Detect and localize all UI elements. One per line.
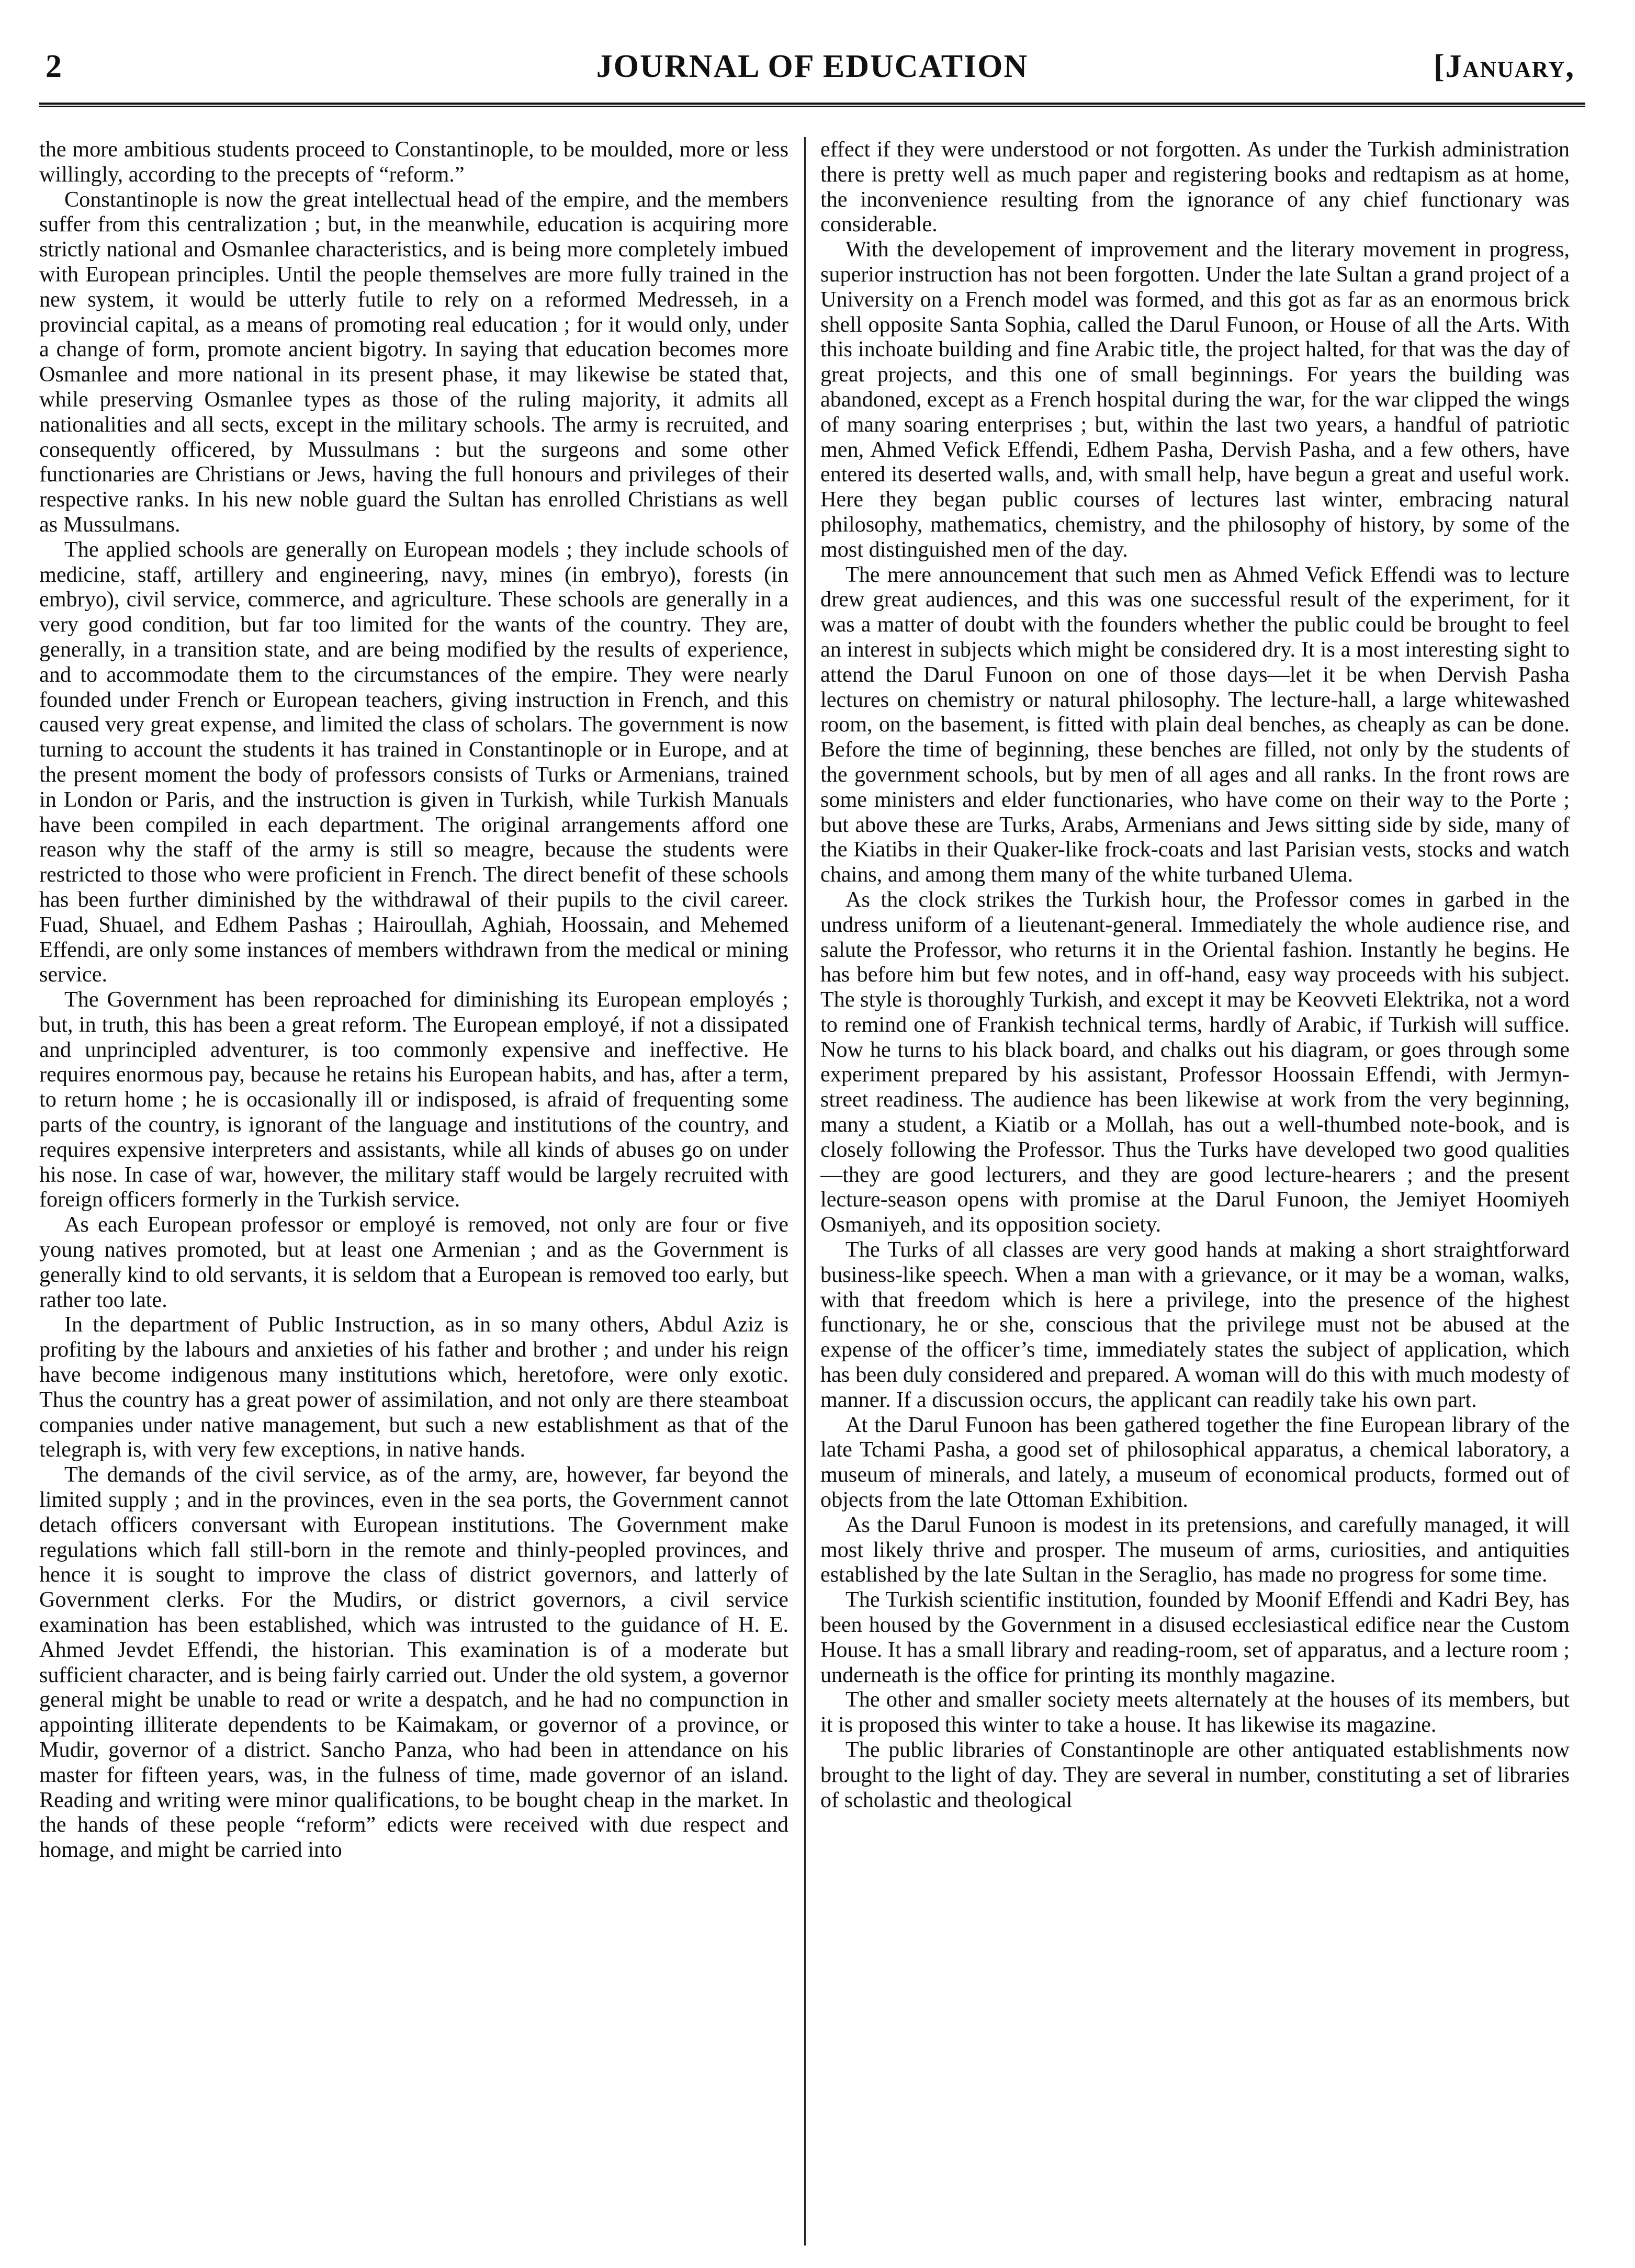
paragraph: At the Darul Funoon has been gathered together the fine European library of the late Tchami Pasha, a good set of philosophical apparatus, a chemical laboratory, a museum of minerals, and lately, a museum of economical products, formed out of objects from the late Ottoman Exhibition. (820, 1412, 1570, 1513)
paragraph: The other and smaller society meets alternately at the houses of its members, but it is proposed this winter to take a house. It has likewise its magazine. (820, 1687, 1570, 1737)
paragraph: Constantinople is now the great intellectual head of the empire, and the members suffer from this centralization ; but, in the meanwhile, education is acquiring more strictly national and Osmanlee characteristics, and is being more completely imbued with European principles. Until the people themselves are more fully trained in the new system, it would be utterly futile to rely on a reformed Medresseh, in a provincial capital, as a means of promoting real education ; for it would only, under a change of form, promote ancient bigotry. In saying that education becomes more Osmanlee and more national in its present phase, it may likewise be stated that, while preserving Osmanlee types as those of the ruling majority, it admits all nationalities and all sects, except in the military schools. The army is recruited, and consequently officered, by Mussulmans : but the surgeons and some other functionaries are Christians or Jews, having the full honours and privileges of their respective ranks. In his new noble guard the Sultan has enrolled Christians as well as Mussulmans. (39, 187, 788, 537)
running-head (39, 48, 1585, 90)
page-number: 2 (46, 49, 62, 84)
paragraph: As each European professor or employé is removed, not only are four or five young natives promoted, but at least one Armenian ; and as the Government is generally kind to old servants, it is seldom that a European is removed too early, but rather too late. (39, 1212, 788, 1312)
paragraph: the more ambitious students proceed to Constantinople, to be moulded, more or less willingly, according to the precepts of “reform.” (39, 137, 788, 187)
paragraph: The Government has been reproached for diminishing its European employés ; but, in truth, this has been a great reform. The European employé, if not a dissipated and unprincipled adventurer, is too commonly expensive and ineffective. He requires enormous pay, because he retains his European habits, and has, after a term, to return home ; he is occasionally ill or indisposed, is afraid of frequenting some parts of the country, is ignorant of the language and institutions of the country, and requires expensive interpreters and assistants, while all kinds of abuses go on under his nose. In case of war, however, the military staff would be largely recruited with foreign officers formerly in the Turkish service. (39, 987, 788, 1212)
right-column (820, 137, 1570, 2246)
paragraph: The Turks of all classes are very good hands at making a short straightforward business-like speech. When a man with a grievance, or it may be a woman, walks, with that freedom which is here a privilege, into the presence of the highest functionary, he or she, conscious that the privilege must not be abused at the expense of the officer’s time, immediately states the subject of application, which has been duly considered and prepared. A woman will do this with much modesty of manner. If a discussion occurs, the applicant can readily take his own part. (820, 1237, 1570, 1412)
journal-title: JOURNAL OF EDUCATION (596, 49, 1029, 84)
paragraph: In the department of Public Instruction, as in so many others, Abdul Aziz is profiting by the labours and anxieties of his father and brother ; and under his reign have become indigenous many institutions which, heretofore, were only exotic. Thus the country has a great power of assimilation, and not only are there steamboat companies under native management, but such a new establishment as that of the telegraph is, with very few exceptions, in native hands. (39, 1312, 788, 1462)
paragraph: effect if they were understood or not forgotten. As under the Turkish administration there is pretty well as much paper and registering books and redtapism as at home, the inconvenience resulting from the ignorance of any chief functionary was considerable. (820, 137, 1570, 237)
header-rule (39, 103, 1585, 107)
paragraph: The mere announcement that such men as Ahmed Vefick Effendi was to lecture drew great audiences, and this was one successful result of the experiment, for it was a matter of doubt with the founders whether the public could be brought to feel an interest in subjects which might be considered dry. It is a most interesting sight to attend the Darul Funoon on one of those days—let it be when Dervish Pasha lectures on chemistry or natural philosophy. The lecture-hall, a large whitewashed room, on the basement, is fitted with plain deal benches, as cheaply as can be done. Before the time of beginning, these benches are filled, not only by the students of the government schools, but by men of all ages and all ranks. In the front rows are some ministers and elder functionaries, who have come on their way to the Porte ; but above these are Turks, Arabs, Armenians and Jews sitting side by side, many of the Kiatibs in their Quaker-like frock-coats and last Parisian vests, stocks and watch chains, and among them many of the white turbaned Ulema. (820, 562, 1570, 887)
paragraph: The Turkish scientific institution, founded by Moonif Effendi and Kadri Bey, has been housed by the Government in a disused ecclesiastical edifice near the Custom House. It has a small library and reading-room, set of apparatus, and a lecture room ; underneath is the office for printing its monthly magazine. (820, 1587, 1570, 1687)
left-column (39, 137, 788, 2246)
column-rule (804, 137, 806, 2246)
paragraph: The applied schools are generally on European models ; they include schools of medicine, staff, artillery and engineering, navy, mines (in embryo), forests (in embryo), civil service, commerce, and agriculture. These schools are generally in a very good condition, but far too limited for the wants of the country. They are, generally, in a transition state, and are being modified by the results of experience, and to accommodate them to the circumstances of the empire. They were nearly founded under French or European teachers, giving instruction in French, and this caused very great expense, and limited the class of scholars. The government is now turning to account the students it has trained in Constantinople or in Europe, and at the present moment the body of professors consists of Turks or Armenians, trained in London or Paris, and the instruction is given in Turkish, while Turkish Manuals have been compiled in each department. The original arrangements afford one reason why the staff of the army is still so meagre, because the students were restricted to those who were proficient in French. The direct benefit of these schools has been further diminished by the withdrawal of their pupils to the civil career. Fuad, Shuael, and Edhem Pashas ; Hairoullah, Aghiah, Hoossain, and Mehemed Effendi, are only some instances of members withdrawn from the medical or mining service. (39, 537, 788, 987)
paragraph: As the clock strikes the Turkish hour, the Professor comes in garbed in the undress uniform of a lieutenant-general. Immediately the whole audience rise, and salute the Professor, who returns it in the Oriental fashion. Instantly he begins. He has before him but few notes, and in off-hand, easy way proceeds with his subject. The style is thoroughly Turkish, and except it may be Keovveti Elektrika, not a word to remind one of Frankish technical terms, hardly of Arabic, if Turkish will suffice. Now he turns to his black board, and chalks out his diagram, or goes through some experiment prepared by his assistant, Professor Hoossain Effendi, with Jermyn-street readiness. The audience has been likewise at work from the very beginning, many a student, a Kiatib or a Mollah, has out a well-thumbed note-book, and is closely following the Professor. Thus the Turks have developed two good qualities—they are good lecturers, and they are good lecture-hearers ; and the present lecture-season opens with promise at the Darul Funoon, the Jemiyet Hoomiyeh Osmaniyeh, and its opposition society. (820, 887, 1570, 1237)
paragraph: With the developement of improvement and the literary movement in progress, superior instruction has not been forgotten. Under the late Sultan a grand project of a University on a French model was formed, and this got as far as an enormous brick shell opposite Santa Sophia, called the Darul Funoon, or House of all the Arts. With this inchoate building and fine Arabic title, the project halted, for that was the day of great projects, and this one of small beginnings. For years the building was abandoned, except as a French hospital during the war, for the war clipped the wings of many soaring enterprises ; but, within the last two years, a handful of patriotic men, Ahmed Vefick Effendi, Edhem Pasha, Dervish Pasha, and a few others, have entered its deserted walls, and, with small help, have begun a great and useful work. Here they began public courses of lectures last winter, embracing natural philosophy, mathematics, chemistry, and the philosophy of history, by some of the most distinguished men of the day. (820, 237, 1570, 562)
paragraph: The demands of the civil service, as of the army, are, however, far beyond the limited supply ; and in the provinces, even in the sea ports, the Government cannot detach officers conversant with European institutions. The Government make regulations which fall still-born in the remote and thinly-peopled provinces, and hence it is sought to improve the class of district governors, and latterly of Government clerks. For the Mudirs, or district governors, a civil service examination has been established, which was intrusted to the guidance of H. E. Ahmed Jevdet Effendi, the historian. This examination is of a moderate but sufficient character, and is being fairly carried out. Under the old system, a governor general might be unable to read or write a despatch, and he had no compunction in appointing illiterate dependents to be Kaimakam, or governor of a province, or Mudir, governor of a district. Sancho Panza, who had been in attendance on his master for fifteen years, was, in the fulness of time, made governor of an island. Reading and writing were minor qualifications, to be bought cheap in the market. In the hands of these people “reform” edicts were received with due respect and homage, and might be carried into (39, 1462, 788, 1863)
paragraph: As the Darul Funoon is modest in its pretensions, and carefully managed, it will most likely thrive and prosper. The museum of arms, curiosities, and antiquities established by the late Sultan in the Seraglio, has made no progress for some time. (820, 1512, 1570, 1587)
issue-month: [January, (1434, 49, 1575, 84)
paragraph: The public libraries of Constantinople are other antiquated establishments now brought to the light of day. They are several in number, constituting a set of libraries of scholastic and theological (820, 1737, 1570, 1812)
